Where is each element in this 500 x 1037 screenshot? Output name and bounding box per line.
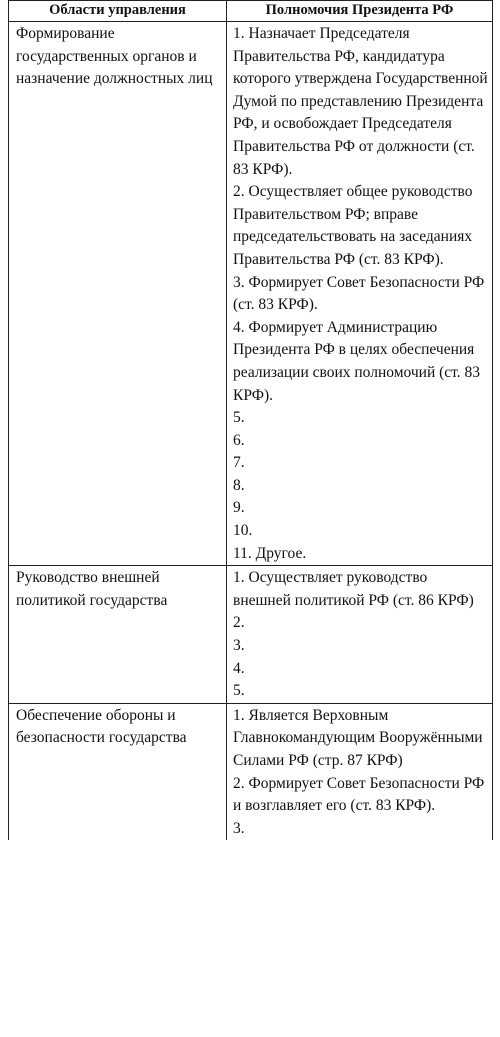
power-item: 5. — [233, 682, 245, 700]
area-cell: Обеспечение обороны и безопасности государства — [9, 703, 227, 840]
powers-cell — [227, 566, 493, 704]
header-area: Области управления — [9, 1, 227, 22]
area-cell: Руководство внешней политикой государства — [9, 566, 227, 704]
powers-cell — [227, 703, 493, 840]
table-row — [9, 703, 493, 840]
power-item: 4. — [233, 659, 245, 677]
power-item: 1. Осуществляет руководство внешней политикой РФ (ст. 86 КРФ) — [233, 569, 474, 609]
power-item: 8. — [233, 476, 245, 494]
power-item: 10. — [233, 522, 253, 540]
table-row — [9, 22, 493, 566]
table-row — [9, 566, 493, 704]
power-item: 2. Формирует Совет Безопасности РФ и возглавляет его (ст. 83 КРФ). — [233, 774, 485, 815]
powers-cell — [227, 22, 493, 566]
power-item: 2. — [233, 614, 245, 632]
power-item: 3. Формирует Совет Безопасности РФ (ст. 83 КРФ). — [233, 273, 485, 314]
power-item: 7. — [233, 454, 245, 472]
power-item: 2. Осуществляет общее руководство Правительством РФ; вправе председательствовать на заседаниях Правительства РФ (ст. 83 КРФ). — [233, 183, 473, 268]
power-item: 6. — [233, 431, 245, 449]
power-item: 4. Формирует Администрацию Президента РФ в целях обеспечения реализации своих полномочий (ст. 83 КРФ). — [233, 318, 481, 404]
power-item: 1. Является Верховным Главнокомандующим Вооружёнными Силами РФ (стр. 87 КРФ) — [233, 706, 483, 769]
power-item: 1. Назначает Председателя Правительства РФ, кандидатура которого утверждена Государственной Думой по представлению Президента РФ, и освобождает Председателя Правительства РФ от должности (ст. 83 КРФ). — [233, 25, 488, 178]
area-cell: Формирование государственных органов и назначение должностных лиц — [9, 22, 227, 566]
power-item: 11. Другое. — [233, 544, 307, 562]
header-powers: Полномочия Президента РФ — [227, 1, 493, 22]
power-item: 3. — [233, 637, 245, 655]
header-row — [9, 1, 493, 22]
power-item: 3. — [233, 819, 245, 837]
power-item: 5. — [233, 409, 245, 427]
power-item: 9. — [233, 499, 245, 517]
powers-table — [8, 0, 493, 840]
